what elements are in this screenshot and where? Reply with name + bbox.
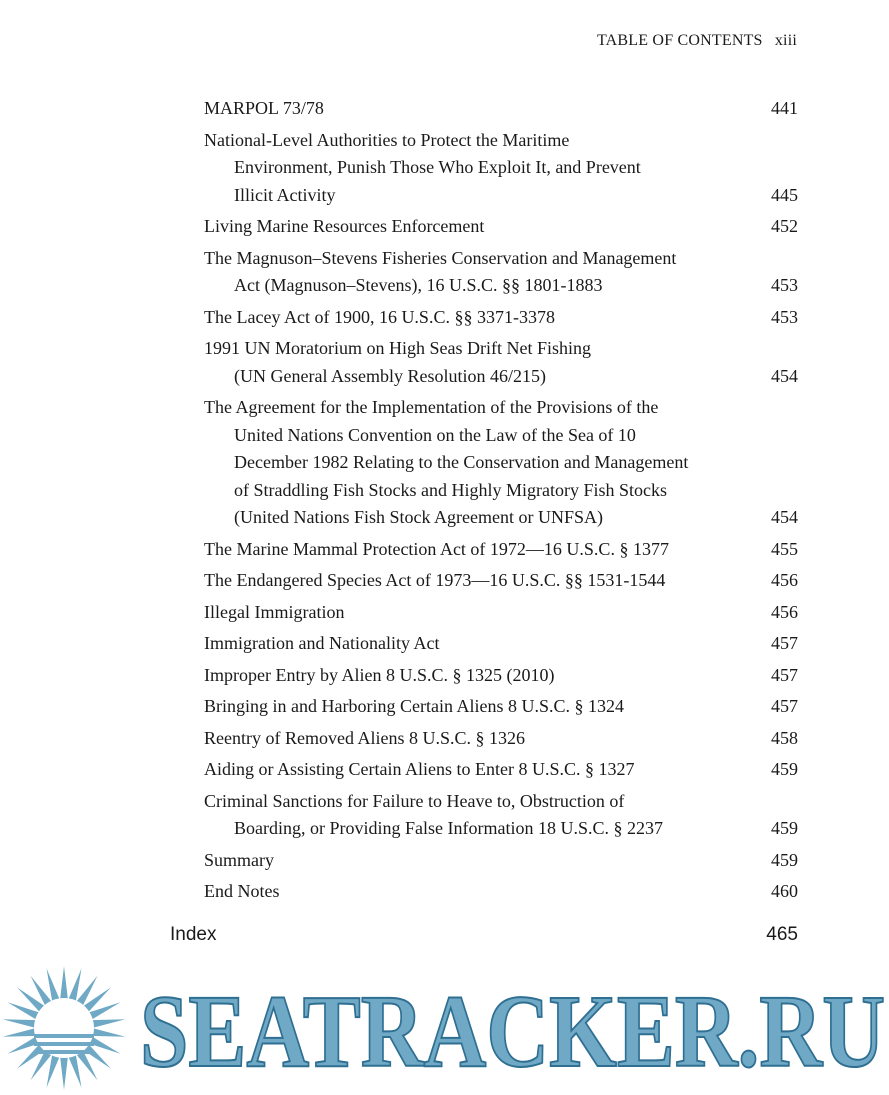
toc-entry[interactable] [204,95,798,123]
toc-entry-line: The Agreement for the Implementation of the Provisions of the [204,397,659,417]
toc-entry-title [204,693,754,721]
toc-entry-line: December 1982 Relating to the Conservation and Management [234,452,689,472]
toc-entry-line: Criminal Sanctions for Failure to Heave to, Obstruction of [204,790,625,811]
table-of-contents [204,95,798,910]
toc-entry-page: 452 [771,216,798,236]
toc-entry[interactable] [204,788,798,843]
toc-entry-title [204,335,754,390]
toc-entry-page: 459 [771,759,798,779]
toc-entry-line: The Lacey Act of 1900, 16 U.S.C. §§ 3371-3378 [204,306,555,327]
watermark-text: SEATRACKER.RU [140,974,885,1089]
toc-entry-line: Environment, Punish Those Who Exploit It, and Prevent [234,157,641,177]
toc-entry-line: Act (Magnuson–Stevens), 16 U.S.C. §§ 1801-1883 [234,275,603,295]
toc-entry-page: 454 [771,507,798,527]
toc-entry-page: 459 [771,849,798,870]
toc-entry-title [204,788,754,843]
toc-entry-title [204,878,754,906]
toc-entry[interactable] [204,847,798,875]
toc-entry-page: 441 [771,98,798,118]
toc-entry-line: The Marine Mammal Protection Act of 1972—16 U.S.C. § 1377 [204,538,669,559]
toc-entry-page: 453 [771,275,798,295]
toc-entry[interactable] [204,394,798,532]
toc-entry-line: 1991 UN Moratorium on High Seas Drift Net Fishing [204,338,591,358]
toc-entry-title [204,394,754,532]
toc-entry-title [204,304,754,332]
toc-entry[interactable] [204,567,798,595]
toc-entry-page: 456 [771,570,798,590]
sun-wave-band [34,1050,94,1054]
toc-entry[interactable] [204,245,798,300]
toc-entry-line: The Magnuson–Stevens Fisheries Conservation and Management [204,247,677,268]
toc-entry[interactable] [204,756,798,784]
toc-entry-title [204,95,754,123]
toc-entry-page: 458 [771,727,798,748]
toc-entry-line: of Straddling Fish Stocks and Highly Migratory Fish Stocks [234,479,668,500]
toc-entry-page: 459 [771,818,798,838]
watermark-logo [0,962,889,1095]
toc-entry-line: United Nations Convention on the Law of the Sea of 10 [234,424,636,445]
sun-wave-band [34,1034,94,1038]
toc-entry-line: (UN General Assembly Resolution 46/215) [234,365,546,386]
toc-entry[interactable] [204,878,798,906]
toc-entry[interactable] [204,536,798,564]
toc-entry[interactable] [204,662,798,690]
toc-entry-page: 453 [771,306,798,327]
running-head-title: TABLE OF CONTENTS [596,32,763,49]
running-head [597,32,797,50]
toc-entry[interactable] [204,304,798,332]
toc-index-entry[interactable] [170,921,798,949]
toc-entry-line: Living Marine Resources Enforcement [204,216,485,236]
sun-icon [3,966,126,1090]
toc-entry-line: (United Nations Fish Stock Agreement or UNFSA) [234,507,603,527]
toc-entry-title [204,567,754,595]
toc-entry-line: Aiding or Assisting Certain Aliens to Enter 8 U.S.C. § 1327 [204,759,635,779]
toc-entry[interactable] [204,335,798,390]
toc-entry-title [204,536,754,564]
sun-disc [34,998,94,1058]
toc-entry-line: Summary [204,849,274,870]
toc-entry-title [204,599,754,627]
toc-entry-page: 455 [771,538,798,559]
toc-entry-line: National-Level Authorities to Protect the Maritime [204,129,570,150]
sun-wave-band [34,1042,94,1046]
toc-entry[interactable] [204,693,798,721]
index-label: Index [170,924,217,945]
running-head-page-number: xiii [774,32,797,49]
toc-entry[interactable] [204,213,798,241]
toc-entry-line: End Notes [204,881,280,901]
toc-entry[interactable] [204,127,798,210]
toc-entry-title [204,662,754,690]
toc-entry-line: Immigration and Nationality Act [204,633,440,653]
toc-entry[interactable] [204,599,798,627]
toc-entry-title [204,630,754,658]
toc-entry-page: 454 [771,365,798,386]
toc-entry-title [204,245,754,300]
toc-entry-line: Illicit Activity [234,184,336,205]
toc-entry-page: 457 [771,696,798,716]
toc-entry-line: Boarding, or Providing False Information 18 U.S.C. § 2237 [234,818,663,838]
index-page: 465 [766,924,798,945]
toc-entry-page: 460 [771,881,798,901]
toc-entry[interactable] [204,725,798,753]
toc-entry-title [204,127,754,210]
toc-entry-title [204,847,754,875]
toc-entry-page: 457 [771,664,798,685]
toc-entry-page: 457 [771,633,798,653]
toc-entry-line: The Endangered Species Act of 1973—16 U.S.C. §§ 1531-1544 [204,570,666,590]
toc-entry-title [204,756,754,784]
toc-entry-line: Bringing in and Harboring Certain Aliens 8 U.S.C. § 1324 [204,696,624,716]
toc-entry-line: Improper Entry by Alien 8 U.S.C. § 1325 (2010) [204,664,555,685]
toc-entry-line: Illegal Immigration [204,601,345,622]
toc-entry-page: 445 [771,184,798,205]
toc-entry-line: MARPOL 73/78 [204,98,324,118]
toc-entry-page: 456 [771,601,798,622]
toc-entry[interactable] [204,630,798,658]
toc-entry-title [204,213,754,241]
toc-entry-line: Reentry of Removed Aliens 8 U.S.C. § 1326 [204,727,525,748]
toc-entry-title [204,725,754,753]
